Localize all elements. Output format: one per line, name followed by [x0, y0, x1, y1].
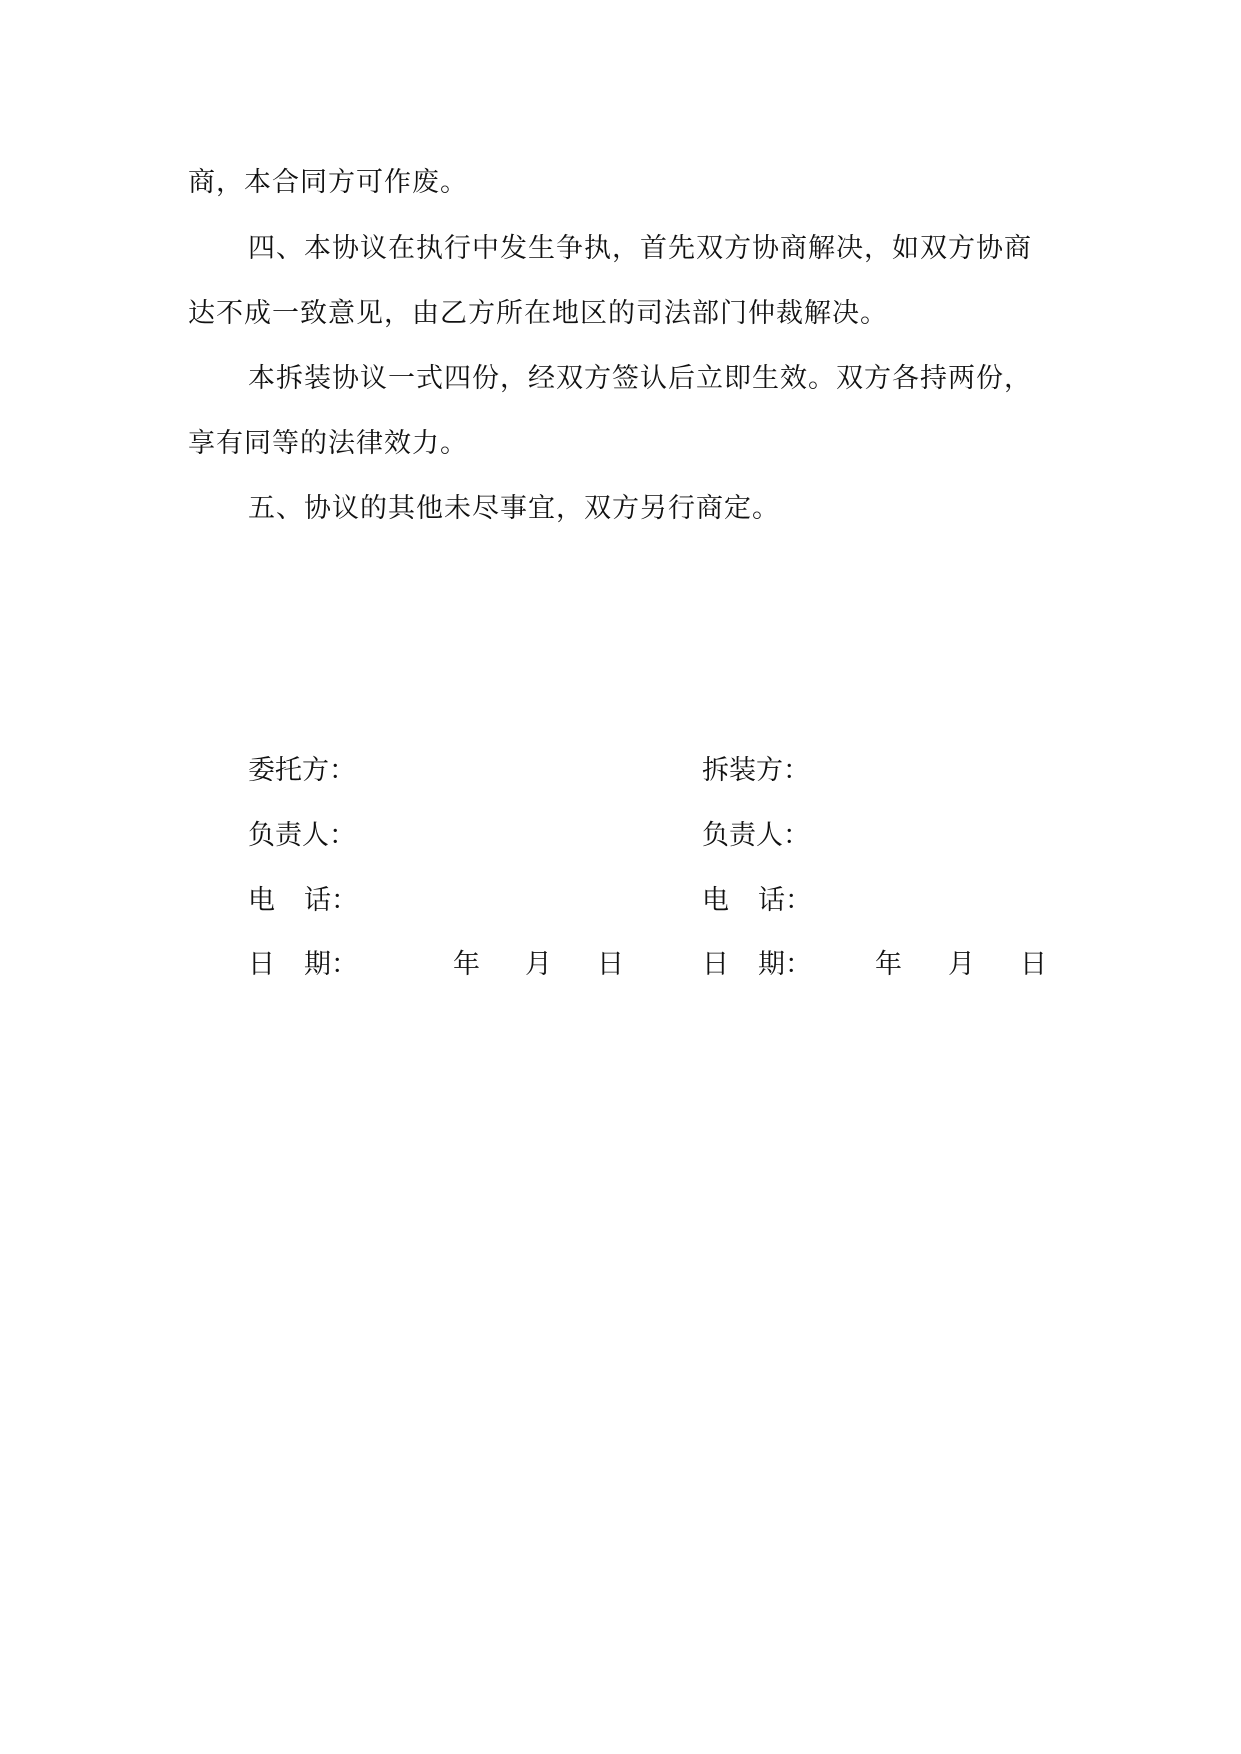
client-phone-label: [248, 884, 358, 918]
contractor-date-char1: 日: [702, 949, 758, 980]
clause-four-line2: 达不成一致意见，由乙方所在地区的司法部门仲裁解决。: [188, 298, 888, 329]
copies-line1: 本拆装协议一式四份，经双方签认后立即生效。双方各持两份，: [248, 363, 1032, 394]
client-phone-char1: 电: [248, 885, 304, 916]
contractor-date-month: 月: [948, 949, 975, 980]
client-date-char1: 日: [248, 949, 304, 980]
clause-continuation: 商，本合同方可作废。: [188, 167, 468, 198]
contractor-date-year: 年: [875, 949, 902, 980]
contractor-phone-char2: 话：: [758, 885, 812, 916]
clause-four-line1: 四、本协议在执行中发生争执，首先双方协商解决，如双方协商: [248, 233, 1032, 264]
client-responsible-label: 负责人：: [248, 820, 356, 851]
contractor-responsible-label: 负责人：: [702, 820, 810, 851]
contractor-date-day: 日: [1020, 949, 1047, 980]
client-date-char2: 期：: [304, 949, 358, 980]
client-phone-char2: 话：: [304, 885, 358, 916]
contractor-date-char2: 期：: [758, 949, 812, 980]
copies-line2: 享有同等的法律效力。: [188, 428, 468, 459]
contractor-date-label: [702, 948, 812, 982]
clause-five: 五、协议的其他未尽事宜，双方另行商定。: [248, 493, 780, 524]
client-date-day: 日: [597, 949, 624, 980]
client-date-month: 月: [525, 949, 552, 980]
client-party-label: 委托方：: [248, 755, 356, 786]
contractor-party-label: 拆装方：: [702, 755, 810, 786]
contractor-phone-label: [702, 884, 812, 918]
client-date-label: [248, 948, 358, 982]
client-date-year: 年: [453, 949, 480, 980]
contractor-phone-char1: 电: [702, 885, 758, 916]
